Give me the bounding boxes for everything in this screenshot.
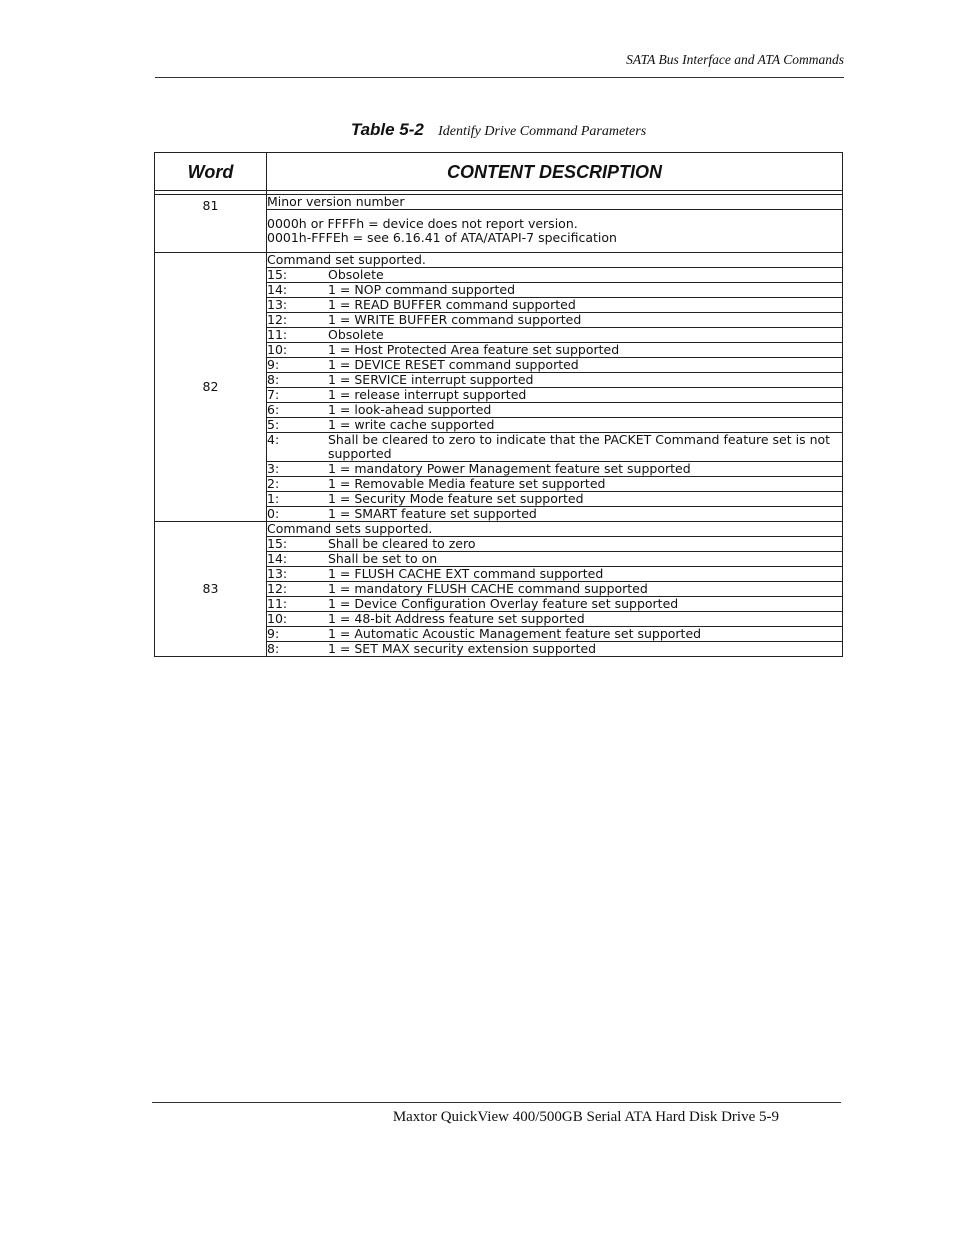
bit-cell: [267, 582, 843, 597]
bit-cell: [267, 537, 843, 552]
word-cell: 81: [155, 195, 267, 253]
bit-cell: [267, 627, 843, 642]
bit-description: 1 = READ BUFFER command supported: [328, 297, 576, 312]
bit-description: 1 = release interrupt supported: [328, 387, 527, 402]
running-header: SATA Bus Interface and ATA Commands: [626, 52, 844, 67]
bit-cell: [267, 433, 843, 462]
footer-text: Maxtor QuickView 400/500GB Serial ATA Hard Disk Drive 5-9: [392, 1109, 779, 1125]
bit-number: 14:: [267, 551, 288, 566]
bit-number: 13:: [267, 297, 288, 312]
bit-number: 12:: [267, 581, 288, 596]
column-header-content: CONTENT DESCRIPTION: [267, 153, 843, 191]
bit-cell: [267, 418, 843, 433]
bit-number: 11:: [267, 327, 288, 342]
bit-number: 9:: [267, 626, 280, 641]
bit-cell: [267, 477, 843, 492]
bit-description: 1 = NOP command supported: [328, 282, 516, 297]
bit-cell: [267, 567, 843, 582]
bit-number: 8:: [267, 641, 280, 656]
bit-number: 13:: [267, 566, 288, 581]
bit-number: 4:: [267, 432, 280, 447]
table-row: [155, 253, 843, 268]
bit-description: Obsolete: [328, 267, 384, 282]
bit-number: 11:: [267, 596, 288, 611]
bit-description: 1 = Removable Media feature set supported: [328, 476, 606, 491]
bit-number: 0:: [267, 506, 280, 521]
bit-cell: [267, 313, 843, 328]
word-cell: 83: [155, 522, 267, 657]
table-row: [155, 195, 843, 210]
bit-description: 1 = Host Protected Area feature set supported: [328, 342, 620, 357]
bit-number: 12:: [267, 312, 288, 327]
bit-number: 15:: [267, 267, 288, 282]
bit-cell: [267, 507, 843, 522]
bit-number: 3:: [267, 461, 280, 476]
word-cell: 82: [155, 253, 267, 522]
bit-cell: [267, 283, 843, 298]
column-header-word: Word: [155, 153, 267, 191]
bit-cell: [267, 612, 843, 627]
identify-drive-table: [154, 152, 843, 657]
header-rule: [155, 77, 844, 78]
bit-description: 1 = FLUSH CACHE EXT command supported: [328, 566, 604, 581]
description-cell: Command sets supported.: [267, 522, 843, 537]
bit-number: 9:: [267, 357, 280, 372]
bit-description: 1 = WRITE BUFFER command supported: [328, 312, 582, 327]
bit-cell: [267, 328, 843, 343]
bit-description: Shall be cleared to zero: [328, 536, 476, 551]
bit-number: 14:: [267, 282, 288, 297]
bit-cell: [267, 298, 843, 313]
bit-cell: [267, 642, 843, 657]
bit-cell: [267, 358, 843, 373]
bit-number: 10:: [267, 611, 288, 626]
bit-cell: [267, 373, 843, 388]
bit-number: 10:: [267, 342, 288, 357]
description-cell: Command set supported.: [267, 253, 843, 268]
bit-cell: [267, 403, 843, 418]
bit-description: 1 = mandatory Power Management feature set supported: [328, 461, 691, 476]
bit-cell: [267, 462, 843, 477]
bit-cell: [267, 343, 843, 358]
bit-description: Shall be cleared to zero to indicate that the PACKET Command feature set is not supported: [328, 432, 831, 461]
table-row: [155, 522, 843, 537]
bit-description: Obsolete: [328, 327, 384, 342]
bit-description: 1 = 48-bit Address feature set supported: [328, 611, 585, 626]
bit-number: 7:: [267, 387, 280, 402]
footer-rule: [152, 1102, 841, 1103]
table-caption-title: Identify Drive Command Parameters: [438, 124, 647, 139]
bit-description: 1 = SET MAX security extension supported: [328, 641, 597, 656]
description-cell: Minor version number: [267, 195, 843, 210]
bit-description: 1 = SERVICE interrupt supported: [328, 372, 534, 387]
bit-cell: [267, 597, 843, 612]
bit-description: 1 = Device Configuration Overlay feature set supported: [328, 596, 679, 611]
bit-description: 1 = mandatory FLUSH CACHE command supported: [328, 581, 648, 596]
description-cell: [267, 210, 843, 253]
bit-cell: [267, 492, 843, 507]
bit-number: 15:: [267, 536, 288, 551]
bit-description: Shall be set to on: [328, 551, 438, 566]
bit-description: 1 = write cache supported: [328, 417, 495, 432]
description-line: 0001h-FFFEh = see 6.16.41 of ATA/ATAPI-7 specification: [267, 230, 617, 245]
table-caption-label: Table 5-2: [350, 120, 424, 139]
table-header-row: [155, 153, 843, 191]
bit-number: 6:: [267, 402, 280, 417]
bit-cell: [267, 552, 843, 567]
bit-description: 1 = Automatic Acoustic Management feature set supported: [328, 626, 702, 641]
bit-description: 1 = DEVICE RESET command supported: [328, 357, 579, 372]
bit-number: 8:: [267, 372, 280, 387]
bit-number: 5:: [267, 417, 280, 432]
bit-number: 1:: [267, 491, 280, 506]
bit-description: 1 = look-ahead supported: [328, 402, 492, 417]
bit-number: 2:: [267, 476, 280, 491]
bit-description: 1 = Security Mode feature set supported: [328, 491, 584, 506]
bit-cell: [267, 388, 843, 403]
description-line: 0000h or FFFFh = device does not report version.: [267, 216, 578, 231]
bit-cell: [267, 268, 843, 283]
bit-description: 1 = SMART feature set supported: [328, 506, 537, 521]
table-caption: [155, 120, 842, 140]
